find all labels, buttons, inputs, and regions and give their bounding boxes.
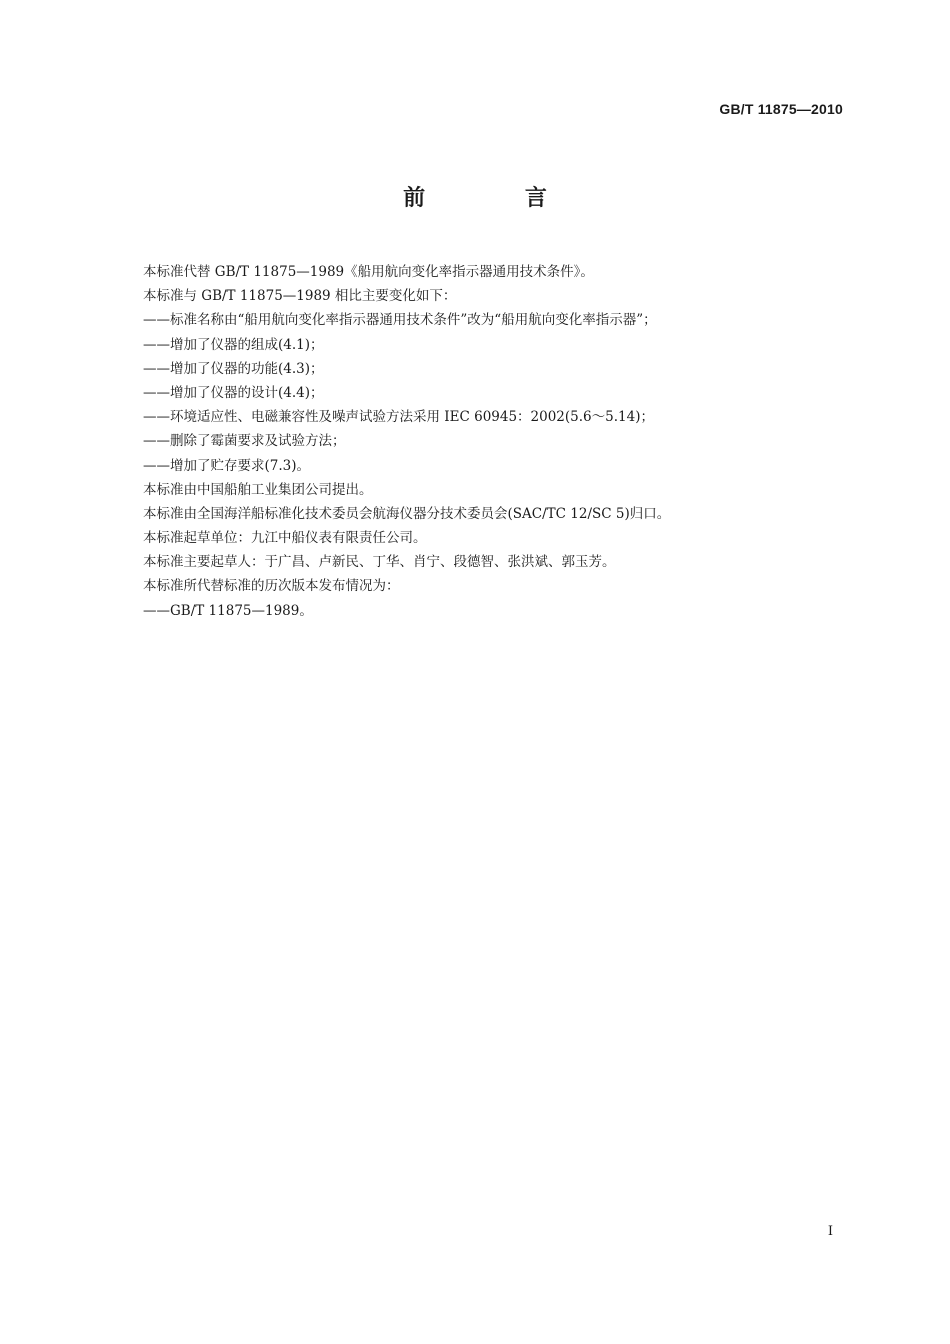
paragraph: 本标准代替 GB/T 11875—1989《船用航向变化率指示器通用技术条件》。 [143, 264, 594, 280]
paragraph: 本标准起草单位：九江中船仪表有限责任公司。 [143, 530, 427, 547]
paragraph: 本标准由中国船舶工业集团公司提出。 [143, 481, 373, 498]
list-item: ——增加了仪器的功能(4.3)； [143, 360, 324, 377]
document-body [143, 260, 843, 623]
paragraph: 本标准由全国海洋船标准化技术委员会航海仪器分技术委员会(SAC/TC 12/SC 5)归口。 [143, 505, 671, 522]
list-item: ——增加了仪器的组成(4.1)； [143, 336, 324, 353]
list-item: ——标准名称由“船用航向变化率指示器通用技术条件”改为“船用航向变化率指示器”； [143, 312, 657, 329]
paragraph: 本标准主要起草人：于广昌、卢新民、丁华、肖宁、段德智、张洪斌、郭玉芳。 [143, 554, 616, 571]
page-number: I [827, 1224, 833, 1239]
page-title: 前 言 [403, 186, 593, 211]
list-item: ——环境适应性、电磁兼容性及噪声试验方法采用 IEC 60945：2002(5.6～5.14)； [143, 409, 654, 426]
list-item: ——增加了仪器的设计(4.4)； [143, 384, 324, 401]
list-item: ——GB/T 11875—1989。 [143, 602, 313, 619]
standard-code: GB/T 11875—2010 [719, 101, 843, 117]
paragraph: 本标准与 GB/T 11875—1989 相比主要变化如下： [143, 288, 457, 305]
list-item: ——增加了贮存要求(7.3)。 [143, 457, 311, 474]
paragraph: 本标准所代替标准的历次版本发布情况为： [143, 578, 400, 595]
list-item: ——删除了霉菌要求及试验方法； [143, 433, 346, 450]
